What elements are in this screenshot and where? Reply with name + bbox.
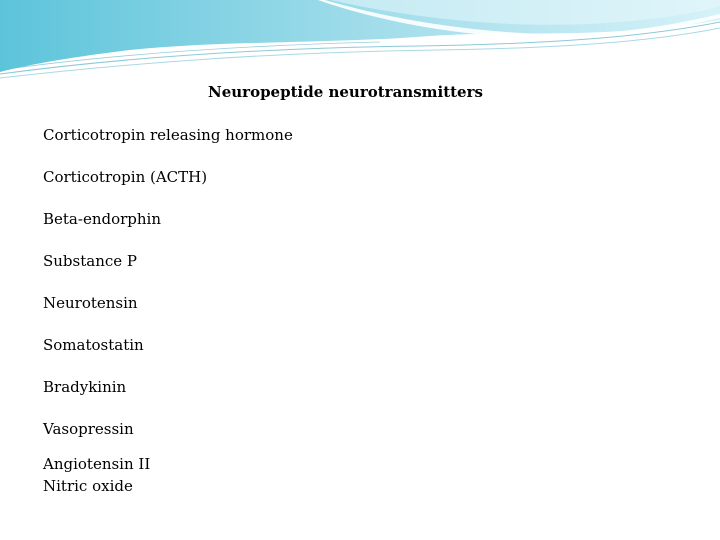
list-item: Neurotensin	[43, 294, 138, 312]
list-item: Vasopressin	[43, 420, 134, 438]
header-wave-decoration	[0, 0, 720, 90]
list-item: Corticotropin (ACTH)	[43, 168, 208, 186]
list-item: Beta-endorphin	[43, 210, 162, 228]
list-item: Corticotropin releasing hormone	[43, 126, 293, 144]
list-item: Somatostatin	[43, 336, 144, 354]
list-item: Nitric oxide	[43, 477, 133, 495]
list-item: Bradykinin	[43, 378, 127, 396]
list-item: Substance P	[43, 252, 138, 270]
list-item: Angiotensin II	[43, 455, 151, 473]
slide-title: Neuropeptide neurotransmitters	[208, 83, 483, 101]
